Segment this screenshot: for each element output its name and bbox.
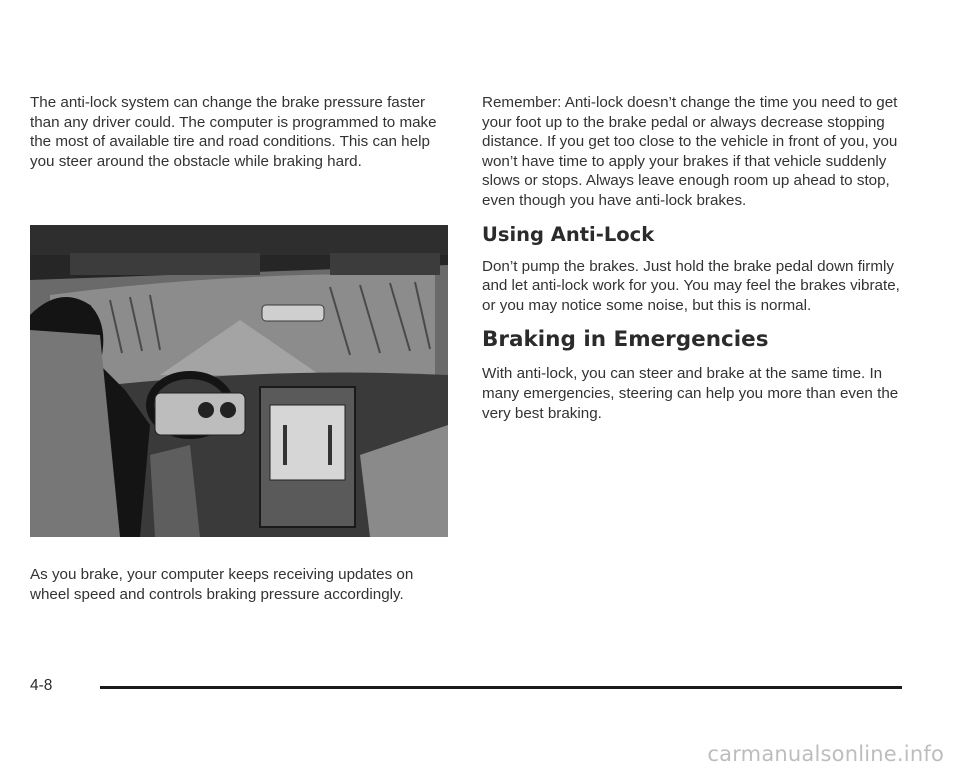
updates-paragraph: As you brake, your computer keeps receiving updates on wheel speed and controls braking pressure accordingly. [30, 566, 414, 603]
right-column [482, 93, 902, 423]
footer-rule [100, 686, 902, 689]
using-anti-lock-heading: Using Anti-Lock [482, 222, 655, 246]
braking-emergencies-heading: Braking in Emergencies [482, 327, 769, 353]
intro-paragraph: The anti-lock system can change the brake pressure faster than any driver could. The computer is programmed to make the most of available tire and road conditions. This can help you steer around the obstacle while braking hard. [30, 94, 437, 170]
braking-emergencies-paragraph: With anti-lock, you can steer and brake at the same time. In many emergencies, steering can help you more than even the very best braking. [482, 365, 899, 422]
site-watermark: carmanualsonline.info [707, 742, 944, 766]
page-number: 4-8 [30, 677, 53, 694]
left-column [30, 93, 455, 171]
driver-braking-illustration [30, 225, 448, 537]
using-anti-lock-paragraph: Don’t pump the brakes. Just hold the brake pedal down firmly and let anti-lock work for you. You may feel the brakes vibrate, or you may notice some noise, but this is normal. [482, 257, 900, 314]
remember-paragraph: Remember: Anti-lock doesn’t change the time you need to get your foot up to the brake pedal or always decrease stopping distance. If you get too close to the vehicle in front of you, you won’t have time to apply your brakes if that vehicle suddenly slows or stops. Always leave enough room up ahead to stop, even though you have anti-lock brakes. [482, 94, 898, 209]
